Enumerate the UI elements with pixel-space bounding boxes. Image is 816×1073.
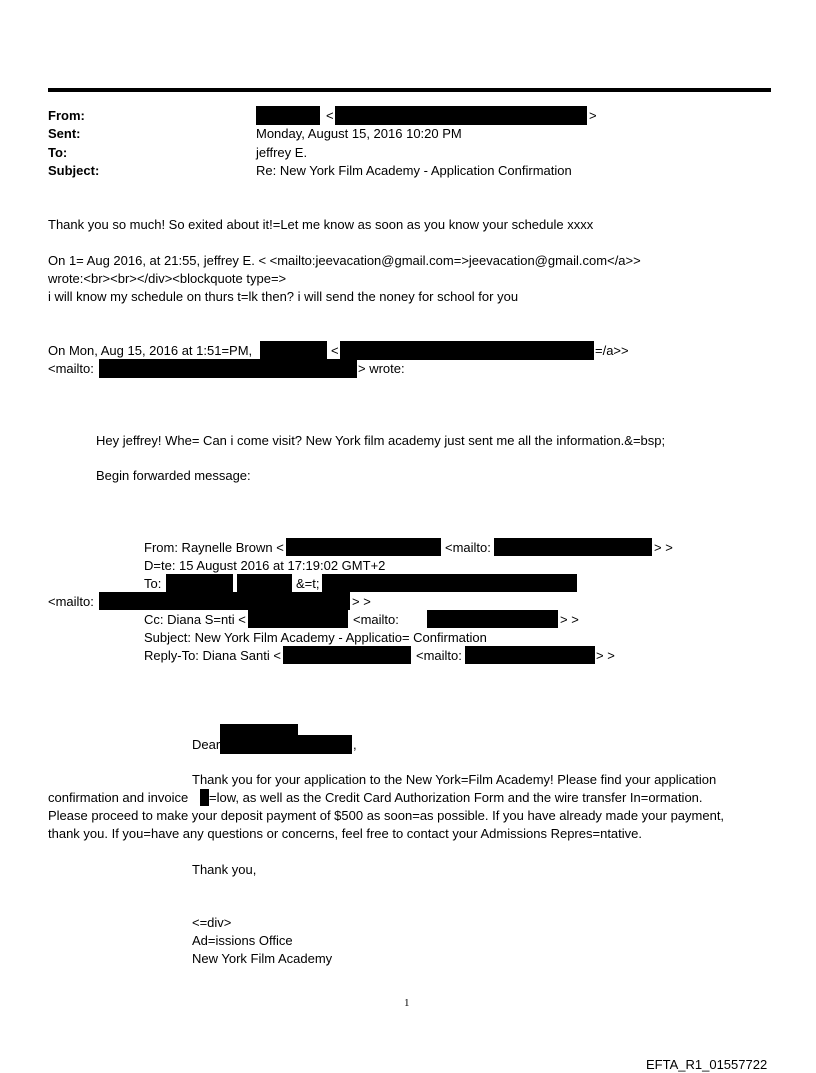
fwd-from-end: > > — [654, 540, 673, 555]
redaction-box — [427, 610, 558, 628]
letter-sig3: New York Film Academy — [192, 951, 333, 966]
subject-value: Re: New York Film Academy - Application Confirmation — [256, 163, 572, 178]
redaction-box — [166, 574, 233, 592]
quote1-line2: wrote:<br><br></div><blockquote type=> — [48, 271, 287, 286]
redaction-box — [220, 724, 298, 754]
fwd-cc-end: > > — [560, 612, 579, 627]
fwd-subject: Subject: New York Film Academy - Applicatio= Confirmation — [144, 630, 487, 645]
letter-para-line2a: confirmation and invoice — [48, 790, 189, 805]
quote2-prefix: On Mon, Aug 15, 2016 at 1:51=PM, — [48, 343, 253, 358]
redaction-box — [465, 646, 595, 664]
redaction-box — [298, 735, 352, 754]
hey-line: Hey jeffrey! Whe= Can i come visit? New York film academy just sent me all the information.&=bsp; — [96, 433, 666, 448]
quote2-lt: < — [331, 343, 339, 358]
fwd-to-amp: &=t; — [296, 576, 320, 591]
letter-para-line1: Thank you for your application to the New York=Film Academy! Please find your application — [192, 772, 717, 787]
fwd-replyto-end: > > — [596, 648, 615, 663]
redaction-box — [200, 789, 209, 806]
letter-sig1: <=div> — [192, 915, 232, 930]
fwd-replyto: Reply-To: Diana Santi < — [144, 648, 281, 663]
letter-sig2: Ad=issions Office — [192, 933, 293, 948]
letter-para-line2b: =low, as well as the Credit Card Authorization Form and the wire transfer In=ormation. — [209, 790, 703, 805]
redaction-box — [260, 341, 327, 360]
fwd-to-end: > > — [352, 594, 371, 609]
subject-label: Subject: — [48, 163, 100, 178]
letter-dear: Dear — [192, 737, 221, 752]
redaction-box — [283, 646, 411, 664]
letter-para-line3: Please proceed to make your deposit payment of $500 as soon=as possible. If you have already made your payment, — [48, 808, 725, 823]
redaction-box — [99, 592, 350, 610]
fwd-to-mailto: <mailto: — [48, 594, 94, 609]
letter-thanks: Thank you, — [192, 862, 257, 877]
sent-value: Monday, August 15, 2016 10:20 PM — [256, 126, 462, 141]
quote1-line3: i will know my schedule on thurs t=lk then? i will send the noney for school for you — [48, 289, 519, 304]
redaction-box — [237, 574, 292, 592]
redaction-box — [322, 574, 577, 592]
sent-label: Sent: — [48, 126, 81, 141]
fwd-from: From: Raynelle Brown < — [144, 540, 284, 555]
fwd-from-mailto: <mailto: — [445, 540, 491, 555]
fwd-to: To: — [144, 576, 162, 591]
from-label: From: — [48, 108, 85, 123]
page-number: 1 — [404, 997, 410, 1009]
quote1-line1: On 1= Aug 2016, at 21:55, jeffrey E. < <mailto:jeevacation@gmail.com=>jeevacation@gmail.com</a>> — [48, 253, 641, 268]
quote2-mailto: <mailto: — [48, 361, 94, 376]
begin-forwarded: Begin forwarded message: — [96, 468, 251, 483]
redaction-box — [256, 106, 320, 125]
fwd-date: D=te: 15 August 2016 at 17:19:02 GMT+2 — [144, 558, 386, 573]
letter-dear-comma: , — [353, 737, 357, 752]
header-rule — [48, 88, 771, 92]
redaction-box — [335, 106, 587, 125]
quote2-end: =/a>> — [595, 343, 629, 358]
fwd-replyto-mailto: <mailto: — [416, 648, 462, 663]
to-label: To: — [48, 145, 68, 160]
redaction-box — [494, 538, 652, 556]
from-lt: < — [326, 108, 334, 123]
to-value: jeffrey E. — [256, 145, 308, 160]
from-gt: > — [589, 108, 597, 123]
fwd-cc: Cc: Diana S=nti < — [144, 612, 246, 627]
redaction-box — [286, 538, 441, 556]
fwd-cc-mailto: <mailto: — [353, 612, 399, 627]
redaction-box — [99, 359, 357, 378]
document-id: EFTA_R1_01557722 — [646, 1057, 768, 1072]
quote2-wrote: > wrote: — [358, 361, 405, 376]
redaction-box — [340, 341, 594, 360]
redaction-box — [248, 610, 348, 628]
letter-para-line4: thank you. If you=have any questions or concerns, feel free to contact your Admissions Repres=ntative. — [48, 826, 643, 841]
reply-line: Thank you so much! So exited about it!=Let me know as soon as you know your schedule xxxx — [48, 217, 594, 232]
